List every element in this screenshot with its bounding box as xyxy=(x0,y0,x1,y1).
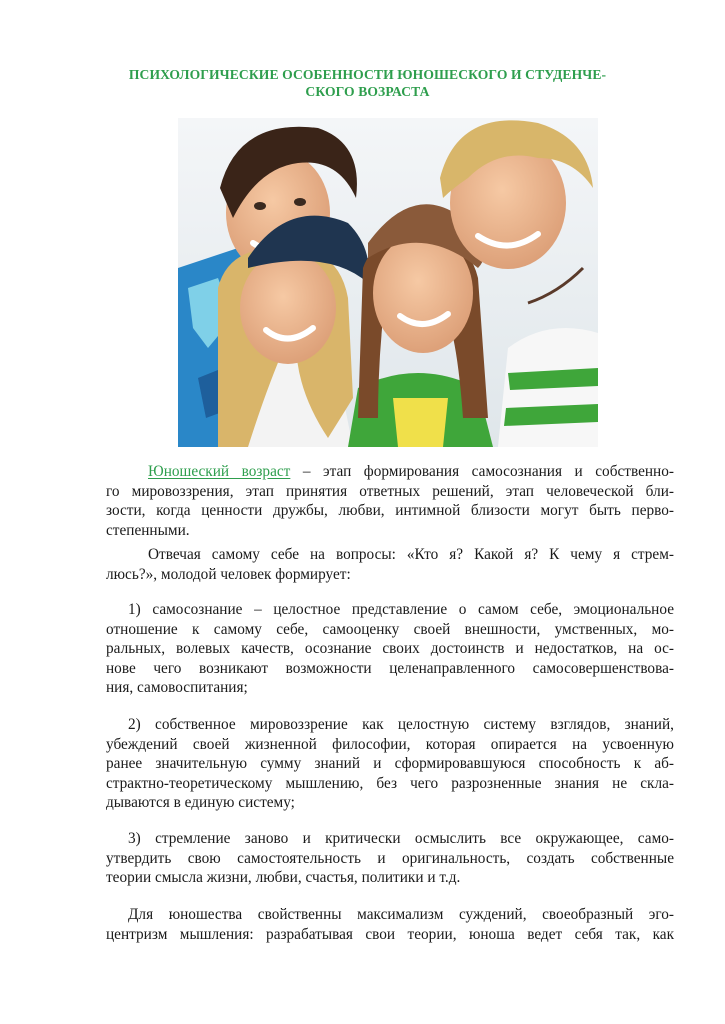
closing-line-1: Для юношества свойственны максимализм суждений, своеобразный эго- xyxy=(128,906,674,923)
question-line-1: Отвечая самому себе на вопросы: «Кто я? Какой я? К чему я стрем- xyxy=(148,546,674,563)
title-line-1: ПСИХОЛОГИЧЕСКИЕ ОСОБЕННОСТИ ЮНОШЕСКОГО И СТУДЕНЧЕ- xyxy=(128,67,607,82)
item-3-line-3: теории смысла жизни, любви, счастья, политики и т.д. xyxy=(106,869,461,887)
intro-line-2: го мировоззрения, этап принятия ответных решений, этап человеческой бли- xyxy=(106,482,674,500)
group-photo xyxy=(178,118,598,447)
item-2-line-4: страктно-теоретическому мышлению, без чего разрозненные знания не скла- xyxy=(106,774,674,792)
item-3-line-2: утвердить свою самостоятельность и оригинальность, создать собственные xyxy=(106,849,674,867)
intro-line-3: зости, когда ценности дружбы, любви, интимной близости могут быть перво- xyxy=(106,502,674,520)
intro-paragraph xyxy=(106,462,674,540)
item-2-line-3: ранее значительную сумму знаний и сформировавшуюся способность к аб- xyxy=(106,755,674,773)
list-item-1 xyxy=(106,600,674,698)
item-1-line-1: 1) самосознание – целостное представление о самом себе, эмоциональное xyxy=(128,601,674,618)
intro-line-4: степенными. xyxy=(106,521,190,539)
page-title xyxy=(95,66,640,100)
item-2-line-2: убеждений своей жизненной философии, которая опирается на усвоенную xyxy=(106,735,674,753)
item-2-line-5: дываются в единую систему; xyxy=(106,794,295,812)
item-3-line-1: 3) стремление заново и критически осмыслить все окружающее, само- xyxy=(128,830,674,847)
intro-line-1 xyxy=(106,462,674,482)
item-1-line-5: ния, самовоспитания; xyxy=(106,679,248,697)
closing-paragraph xyxy=(106,905,674,944)
item-1-line-3: ральных, волевых качеств, осознание своих достоинств и недостатков, на ос- xyxy=(106,640,674,658)
group-of-young-people-illustration xyxy=(178,118,598,447)
item-1-line-4: нове чего возникают возможности целенаправленного самосовершенствова- xyxy=(106,659,674,677)
item-1-line-2: отношение к самому себе, самооценку своей внешности, умственных, мо- xyxy=(106,620,674,638)
closing-line-2: центризм мышления: разрабатывая свои теории, юноша ведет себя так, как xyxy=(106,925,674,943)
question-paragraph xyxy=(106,545,674,584)
list-item-2 xyxy=(106,715,674,813)
term-youth-age[interactable]: Юношеский возраст xyxy=(148,463,291,480)
intro-line-1-rest: – этап формирования самосознания и собственно- xyxy=(290,463,674,480)
question-line-2: люсь?», молодой человек формирует: xyxy=(106,565,351,583)
list-item-3 xyxy=(106,829,674,888)
item-2-line-1: 2) собственное мировоззрение как целостную систему взглядов, знаний, xyxy=(128,716,674,733)
title-line-2: СКОГО ВОЗРАСТА xyxy=(305,84,430,99)
